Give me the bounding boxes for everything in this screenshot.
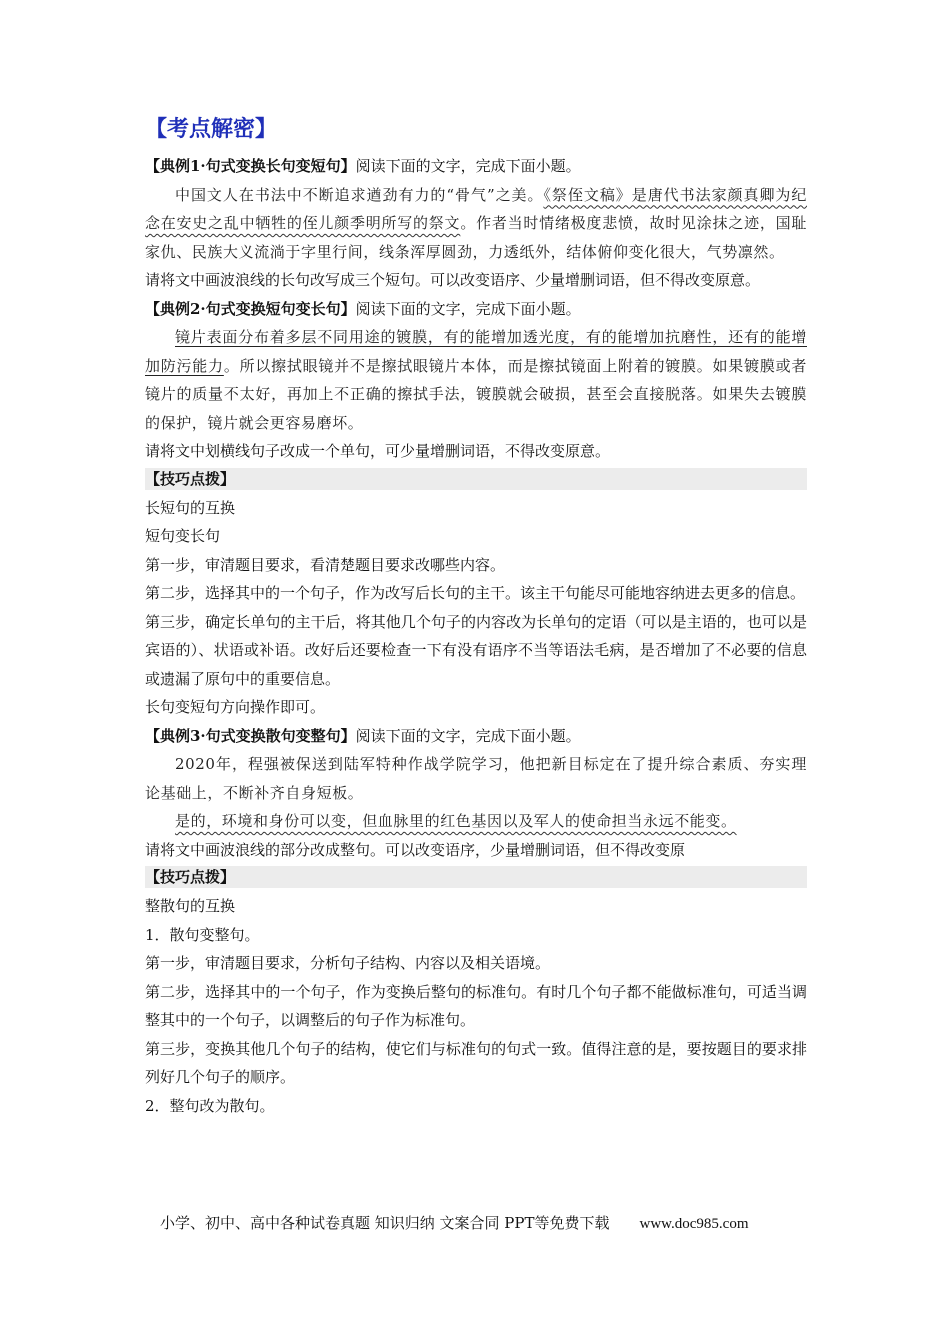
example-2-prompt: 阅读下面的文字，完成下面小题。 (355, 299, 581, 318)
tip-2-line: 2．整句改为散句。 (145, 1096, 275, 1115)
example-3-wavy-sentence: 是的，环境和身份可以变，但血脉里的红色基因以及军人的使命担当永远不能变。 (175, 812, 737, 830)
example-2-underlined-sentence: 镜片表面分布着多层不同用途的镀膜，有的能增加透光度，有的能增加抗磨性，还有的能增加防污能力 (145, 328, 807, 375)
example-1-passage-text: 中国文人在书法中不断追求遒劲有力的“骨气”之美。 (175, 185, 544, 204)
tip-2-heading: 【技巧点拨】 (145, 866, 807, 888)
example-2-question: 请将文中划横线句子改成一个单句，可少量增删词语，不得改变原意。 (145, 442, 611, 460)
tip-2-line: 第三步，变换其他几个句子的结构，使它们与标准句的句式一致。值得注意的是，要按题目的要求排列好几个句子的顺序。 (145, 1039, 807, 1086)
tip-1-line: 第三步，确定长单句的主干后，将其他几个句子的内容改为长单句的定语（可以是主语的，也可以是宾语的）、状语或补语。改好后还要检查一下有没有语序不当等语法毛病，是否增加了不必要的信息或遗漏了原句中的重要信息。 (145, 612, 807, 688)
example-2-label: 【典例2·句式变换短句变长句】 (145, 299, 356, 318)
tip-2-line: 1．散句变整句。 (145, 925, 260, 944)
example-3-passage: 2020年，程强被保送到陆军特种作战学院学习，他把新目标定在了提升综合素质、夯实理论基础上，不断补齐自身短板。 (145, 755, 807, 802)
example-2-passage-rest: 。所以擦拭眼镜并不是擦拭眼镜片本体，而是擦拭镜面上附着的镀膜。如果镀膜或者镜片的质量不太好，再加上不正确的擦拭手法，镀膜就会破损，甚至会直接脱落。如果失去镀膜的保护，镜片就会更容易磨坏。 (145, 356, 807, 432)
example-2-heading (145, 295, 807, 324)
tip-2-line: 第二步，选择其中的一个句子，作为变换后整句的标准句。有时几个句子都不能做标准句，可适当调整其中的一个句子，以调整后的句子作为标准句。 (145, 982, 807, 1029)
example-2-passage (145, 323, 807, 437)
example-1-passage (145, 181, 807, 267)
section-title: 【考点解密】 (145, 116, 278, 142)
footer-text: 小学、初中、高中各种试卷真题 知识归纳 文案合同 PPT等免费下载 (160, 1214, 610, 1232)
example-1-passage-rest: 。作者当时情绪极度悲愤，故时见涂抹之迹，国耻家仇、民族大义流淌于字里行间，线条浑厚圆劲，力透纸外，结体俯仰变化很大，气势凛然。 (145, 214, 807, 261)
example-1-wavy-sentence: 《祭侄文稿》是唐代书法家颜真卿为纪念在安史之乱中牺牲的侄儿颜季明所写的祭文 (145, 185, 807, 232)
tip-1-line: 第一步，审清题目要求，看清楚题目要求改哪些内容。 (145, 555, 506, 574)
tip-1-line: 第二步，选择其中的一个句子，作为改写后长句的主干。该主干句能尽可能地容纳进去更多的信息。 (145, 584, 806, 602)
footer-url[interactable]: www.doc985.com (639, 1216, 749, 1232)
tip-1-line: 长句变短句方向操作即可。 (145, 698, 326, 716)
tip-1-line: 长短句的互换 (145, 498, 236, 517)
tip-2-line: 整散句的互换 (145, 897, 236, 915)
example-1-question: 请将文中画波浪线的长句改写成三个短句。可以改变语序、少量增删词语，但不得改变原意。 (145, 271, 761, 289)
example-3-prompt: 阅读下面的文字，完成下面小题。 (355, 726, 581, 745)
document-content (145, 112, 807, 1120)
tip-1-heading: 【技巧点拨】 (145, 468, 807, 490)
example-1-prompt: 阅读下面的文字，完成下面小题。 (355, 157, 581, 175)
tip-1-line: 短句变长句 (145, 527, 221, 545)
example-3-question: 请将文中画波浪线的部分改成整句。可以改变语序，少量增删词语，但不得改变原 (145, 840, 686, 859)
example-1-label: 【典例1·句式变换长句变短句】 (145, 157, 356, 175)
tip-2-line: 第一步，审清题目要求，分析句子结构、内容以及相关语境。 (145, 954, 551, 972)
example-1-heading (145, 152, 807, 181)
example-3-heading (145, 722, 807, 751)
page-footer (160, 1212, 749, 1233)
example-3-label: 【典例3·句式变换散句变整句】 (145, 726, 356, 745)
example-3-passage-2 (145, 807, 807, 836)
